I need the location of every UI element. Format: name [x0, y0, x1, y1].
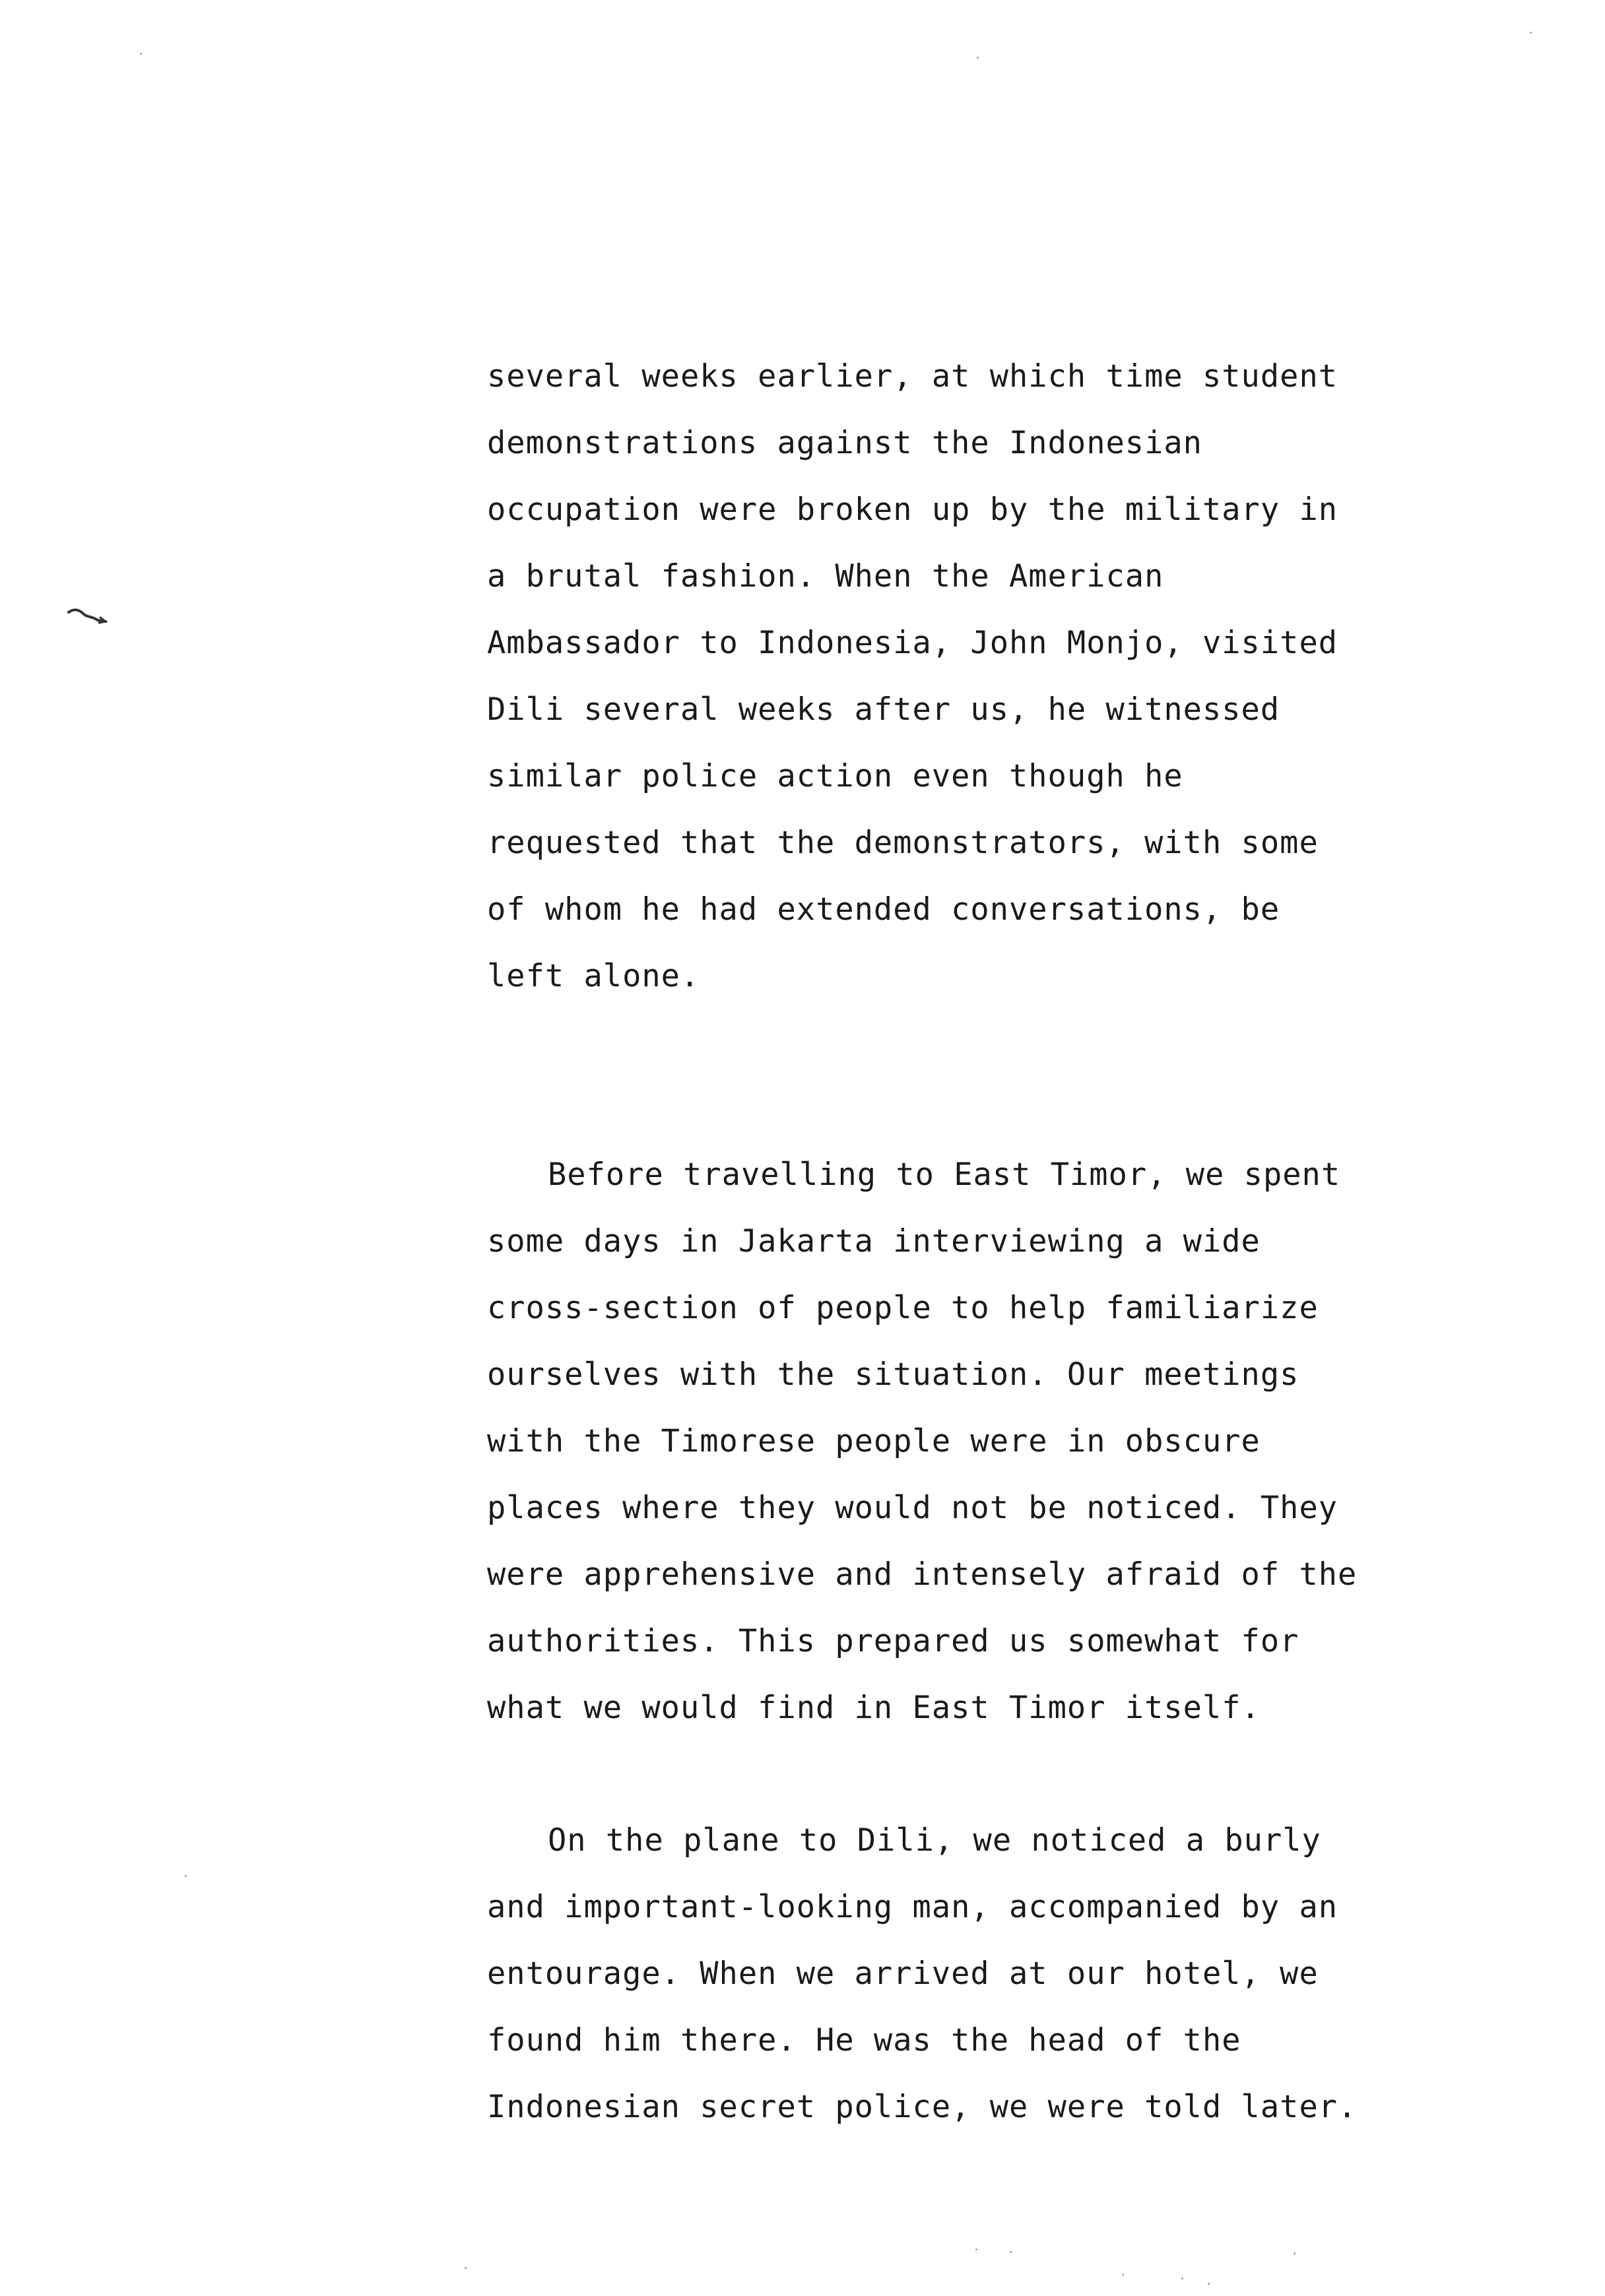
- text-line: of whom he had extended conversations, be: [487, 891, 1280, 928]
- text-line: ourselves with the situation. Our meetings: [487, 1356, 1299, 1393]
- text-line: were apprehensive and intensely afraid of the: [487, 1556, 1358, 1593]
- margin-pen-mark: [67, 607, 108, 625]
- text-line: what we would find in East Timor itself.: [487, 1690, 1261, 1726]
- scan-speck: [1010, 2251, 1012, 2253]
- text-line: a brutal fashion. When the American: [487, 558, 1164, 594]
- text-line: authorities. This prepared us somewhat for: [487, 1623, 1299, 1659]
- text-line: found him there. He was the head of the: [487, 2022, 1241, 2058]
- scan-speck: [140, 53, 142, 55]
- scan-speck: [1208, 2283, 1210, 2285]
- text-line: occupation were broken up by the military in: [487, 492, 1338, 528]
- body-text: [487, 343, 1437, 2140]
- text-line: similar police action even though he: [487, 758, 1183, 794]
- text-line: Before travelling to East Timor, we spent: [548, 1157, 1341, 1193]
- text-line: some days in Jakarta interviewing a wide: [487, 1223, 1261, 1260]
- scan-speck: [1530, 32, 1532, 34]
- text-line: with the Timorese people were in obscure: [487, 1423, 1261, 1459]
- text-line: and important-looking man, accompanied by an: [487, 1889, 1338, 1925]
- paragraph-3: [487, 1807, 1437, 2140]
- paragraph-2: [487, 1141, 1437, 1741]
- scan-speck: [975, 2248, 977, 2250]
- paragraph-1: [487, 343, 1437, 1009]
- text-line: Ambassador to Indonesia, John Monjo, visited: [487, 625, 1338, 661]
- text-line: left alone.: [487, 958, 700, 994]
- text-line: requested that the demonstrators, with some: [487, 825, 1319, 861]
- text-line: places where they would not be noticed. They: [487, 1490, 1338, 1526]
- scan-speck: [185, 1875, 187, 1877]
- scan-speck: [1181, 2278, 1183, 2280]
- text-line: Indonesian secret police, we were told later.: [487, 2089, 1358, 2125]
- text-line: On the plane to Dili, we noticed a burly: [548, 1822, 1321, 1859]
- text-line: several weeks earlier, at which time student: [487, 358, 1338, 395]
- scan-speck: [977, 57, 979, 59]
- scan-speck: [1122, 2274, 1124, 2276]
- text-line: entourage. When we arrived at our hotel, we: [487, 1956, 1319, 1992]
- text-line: cross-section of people to help familiarize: [487, 1290, 1319, 1326]
- scan-speck: [465, 2267, 467, 2269]
- text-line: Dili several weeks after us, he witnessed: [487, 691, 1280, 728]
- scan-speck: [1294, 2252, 1295, 2254]
- text-line: demonstrations against the Indonesian: [487, 425, 1202, 461]
